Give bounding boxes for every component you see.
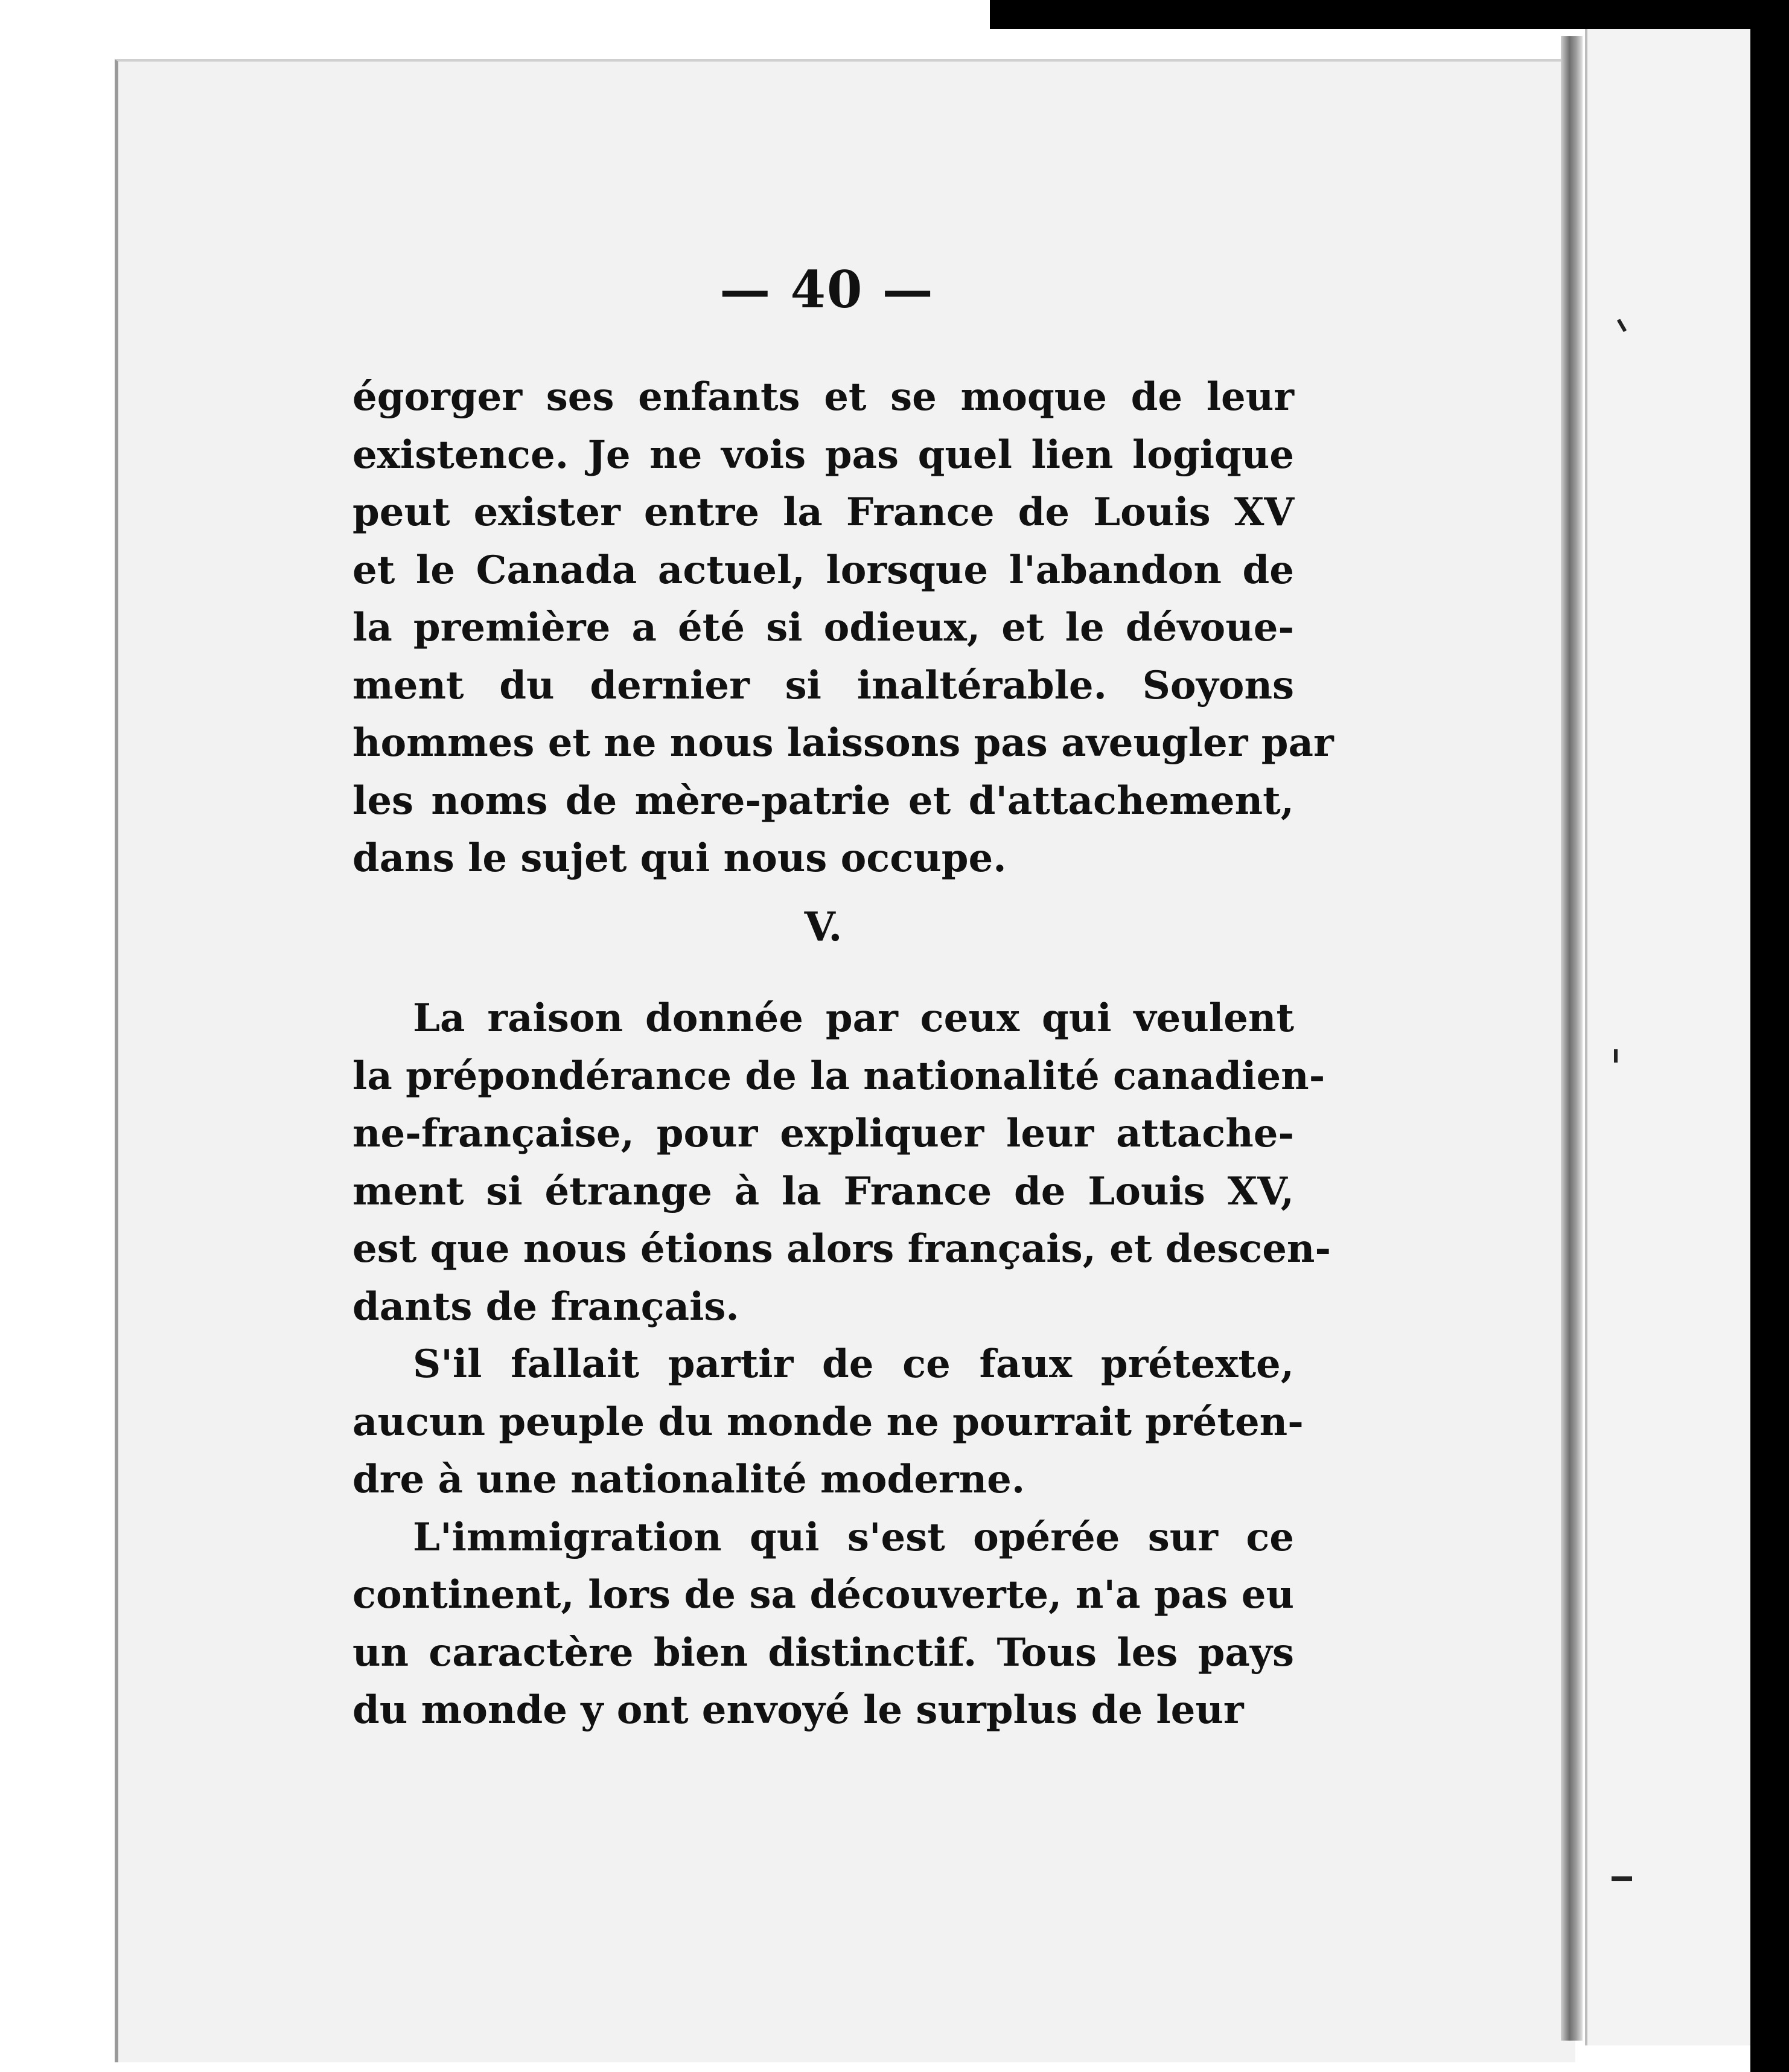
text-line: un caractère bien distinctif. Tous les pays [352, 1629, 1294, 1675]
page-speck [1614, 1049, 1618, 1063]
scan-border-right [1750, 0, 1789, 2072]
text-line: la première a été si odieux, et le dévoue- [352, 605, 1294, 650]
scan-border-top [990, 0, 1789, 29]
page-speck [1617, 319, 1627, 332]
text-line: ment du dernier si inaltérable. Soyons [352, 662, 1294, 708]
page-speck [1612, 1876, 1632, 1881]
text-line: la prépondérance de la nationalité canadien- [352, 1053, 1325, 1099]
text-line: est que nous étions alors français, et descen- [352, 1226, 1331, 1271]
book-spine [1561, 36, 1583, 2041]
text-line: ne-française, pour expliquer leur attache- [352, 1111, 1294, 1156]
text-line: existence. Je ne vois pas quel lien logique [352, 432, 1294, 478]
text-line: dans le sujet qui nous occupe. [352, 836, 1007, 881]
page-number: — 40 — [719, 260, 934, 319]
text-line: dants de français. [352, 1284, 739, 1329]
text-line: continent, lors de sa découverte, n'a pas eu [352, 1572, 1294, 1617]
text-line: S'il fallait partir de ce faux prétexte, [413, 1341, 1294, 1387]
body-text [352, 368, 1334, 1739]
text-line: ment si étrange à la France de Louis XV, [352, 1168, 1294, 1214]
text-line: du monde y ont envoyé le surplus de leur [352, 1687, 1244, 1733]
text-line: La raison donnée par ceux qui veulent [413, 996, 1294, 1041]
text-line: L'immigration qui s'est opérée sur ce [413, 1514, 1294, 1560]
text-line: les noms de mère-patrie et d'attachement, [352, 778, 1294, 823]
text-line: hommes et ne nous laissons pas aveugler par [352, 720, 1334, 766]
text-line: dre à une nationalité moderne. [352, 1457, 1025, 1502]
text-line: et le Canada actuel, lorsque l'abandon de [352, 547, 1294, 593]
text-line: égorger ses enfants et se moque de leur [352, 374, 1294, 420]
text-line: aucun peuple du monde ne pourrait préten- [352, 1399, 1304, 1445]
text-line: peut exister entre la France de Louis XV [352, 490, 1294, 535]
right-page-edge [1585, 29, 1750, 2045]
section-heading: V. [804, 903, 843, 950]
